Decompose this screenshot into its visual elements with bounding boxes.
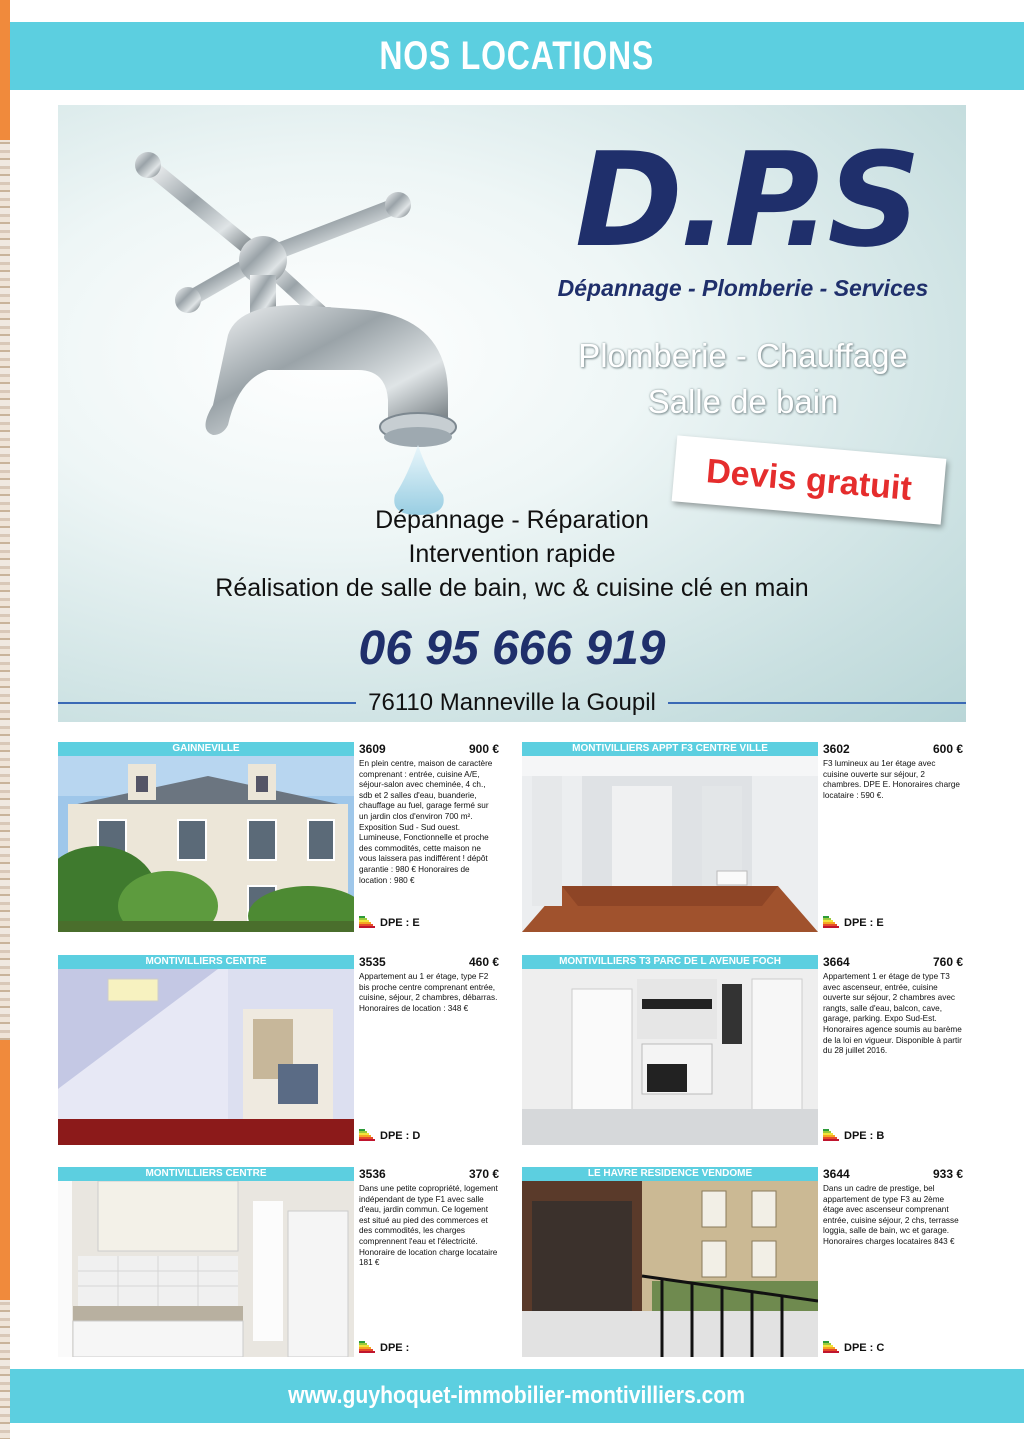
energy-label-icon: [823, 1341, 839, 1355]
divider: [668, 702, 966, 704]
listing-location: GAINNEVILLE: [58, 742, 354, 756]
offer-line: Intervention rapide: [408, 540, 616, 568]
listing-price: 460 €: [468, 955, 499, 969]
dps-services: [528, 333, 958, 425]
listing-info: [823, 955, 963, 1145]
dpe-rating: [823, 1129, 884, 1143]
services-line: Plomberie - Chauffage: [578, 337, 908, 374]
listing-card[interactable]: [522, 1167, 966, 1357]
energy-label-icon: [359, 916, 375, 930]
listing-description: Dans une petite copropriété, logement indépendant de type F1 avec salle d'eau, jardin commun. Ce logement est situé au pied des commerces et des commodités, les charges comprennent l'eau et l'électricité. Honoraire de location charge locataire 181 €: [359, 1184, 498, 1268]
listing-reference: 3644: [823, 1167, 850, 1181]
listing-price: 600 €: [932, 742, 963, 756]
header-bar: [10, 22, 1024, 90]
faucet-icon: [118, 135, 478, 515]
listing-info: [359, 742, 499, 932]
listing-location: MONTIVILLIERS CENTRE: [58, 955, 354, 969]
listing-reference: 3602: [823, 742, 850, 756]
dpe-label: DPE : C: [844, 1342, 885, 1354]
dps-logo: D.P.S: [574, 124, 918, 276]
listing-description: En plein centre, maison de caractère comprenant : entrée, cuisine A/E, séjour-salon avec cheminée, 4 ch., sdb et 2 salles d'eau, buanderie, chauffage au fuel, garage fermé sur un jardin clos d'environ 700 m². Exposition Sud - Sud ouest. Lumineuse, Fonctionnelle et proche des commodités, cette maison ne vous laissera pas indifférent ! dépôt garantie : 980 € Honoraires de location : 980 €: [359, 759, 493, 885]
listing-description: F3 lumineux au 1er étage avec cuisine ouverte sur séjour, 2 chambres. DPE E. Honoraires charge locataire : 590 €.: [823, 759, 960, 800]
listing-card[interactable]: [58, 955, 502, 1145]
energy-label-icon: [359, 1341, 375, 1355]
address-text: 76110 Manneville la Goupil: [368, 689, 656, 716]
listing-info: [823, 742, 963, 932]
divider: [58, 702, 356, 704]
services-line: Salle de bain: [647, 383, 839, 420]
listing-reference: 3609: [359, 742, 386, 756]
listing-info: [359, 955, 499, 1145]
energy-label-icon: [359, 1129, 375, 1143]
dpe-rating: [359, 916, 420, 930]
dps-offer-lines: [98, 503, 926, 605]
dps-phone[interactable]: 06 95 666 919: [358, 622, 666, 675]
dpe-rating: [823, 916, 884, 930]
listing-location: MONTIVILLIERS CENTRE: [58, 1167, 354, 1181]
listing-photo-studio-kitchen: [58, 1181, 354, 1357]
listing-price: 933 €: [932, 1167, 963, 1181]
energy-label-icon: [823, 916, 839, 930]
offer-line: Réalisation de salle de bain, wc & cuisine clé en main: [215, 574, 809, 602]
listing-card[interactable]: [58, 742, 502, 932]
quote-badge: Devis gratuit: [672, 435, 947, 524]
dpe-label: DPE : D: [380, 1130, 421, 1142]
listing-photo-kitchen: [522, 969, 818, 1145]
dpe-rating: [359, 1129, 420, 1143]
listing-reference: 3536: [359, 1167, 386, 1181]
listing-card[interactable]: [58, 1167, 502, 1357]
dpe-label: DPE : E: [380, 917, 420, 929]
dps-address: [58, 683, 966, 722]
listing-card[interactable]: [522, 742, 966, 932]
listing-price: 900 €: [468, 742, 499, 756]
listing-photo-attic-room: [58, 969, 354, 1145]
dps-advertisement: [58, 105, 966, 722]
orange-stripe: [0, 1040, 10, 1300]
listing-description: Dans un cadre de prestige, bel appartement de type F3 au 2ème étage avec ascenseur comprenant entrée, cuisine séjour, 2 chs, terrasse loggia, salle de bain, wc et garage. Honoraires charges locataires 843 €: [823, 1184, 959, 1246]
footer-bar: [10, 1369, 1024, 1423]
listing-location: MONTIVILLIERS T3 PARC DE L AVENUE FOCH: [522, 955, 818, 969]
left-decorative-strip: [0, 0, 10, 1439]
offer-line: Dépannage - Réparation: [375, 506, 649, 534]
dpe-label: DPE : E: [844, 917, 884, 929]
dps-tagline: Dépannage - Plomberie - Services: [557, 275, 929, 301]
listing-location: LE HAVRE RESIDENCE VENDOME: [522, 1167, 818, 1181]
listing-photo-loggia: [522, 1181, 818, 1357]
listing-card[interactable]: [522, 955, 966, 1145]
dpe-label: DPE :: [380, 1342, 410, 1354]
website-link[interactable]: www.guyhoquet-immobilier-montivilliers.com: [288, 1382, 746, 1409]
listing-reference: 3664: [823, 955, 850, 969]
dpe-rating: [359, 1341, 409, 1355]
listing-info: [823, 1167, 963, 1357]
listing-price: 760 €: [932, 955, 963, 969]
listing-photo-living-room: [522, 756, 818, 932]
listing-photo-house: [58, 756, 354, 932]
listing-info: [359, 1167, 499, 1357]
page-title: NOS LOCATIONS: [379, 33, 655, 78]
dpe-rating: [823, 1341, 884, 1355]
listing-location: MONTIVILLIERS APPT F3 CENTRE VILLE: [522, 742, 818, 756]
listing-description: Appartement 1 er étage de type T3 avec ascenseur, entrée, cuisine ouverte sur séjour, 2 chambres avec rangts, salle d'eau, balcon, cave, garage, parking. Expo Sud-Est. Honoraires agence soumis au barème de la loi en vigueur. Disponible à partir du 28 juillet 2016.: [823, 972, 962, 1056]
listing-description: Appartement au 1 er étage, type F2 bis proche centre comprenant entrée, cuisine, séjour, 2 chambres, débarras. Honoraires de location : 348 €: [359, 972, 498, 1013]
listing-reference: 3535: [359, 955, 386, 969]
dpe-label: DPE : B: [844, 1130, 885, 1142]
orange-stripe: [0, 0, 10, 140]
listing-price: 370 €: [468, 1167, 499, 1181]
energy-label-icon: [823, 1129, 839, 1143]
